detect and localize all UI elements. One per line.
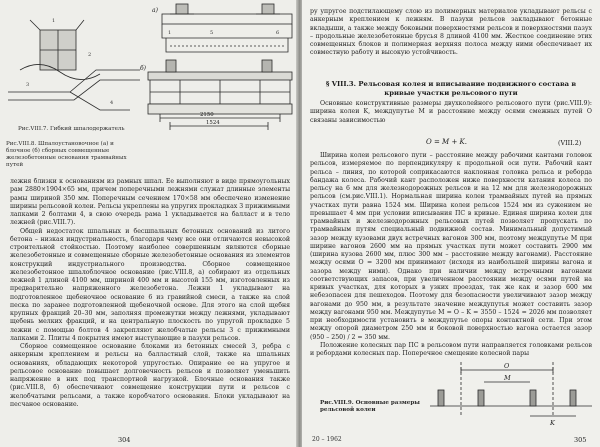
left-body-text xyxy=(10,178,290,436)
svg-text:1: 1 xyxy=(168,30,172,36)
right-page-number: 305 xyxy=(574,436,587,444)
left-paragraph: Общей недостаток шпальных и бесшпальных бетонных оснований из литого бетона – низкая индустриальность, благодаря чему все они отличаются невысокой строительной стойкостью. Поэтому наиболее совершенным являются сборные железобетонные и совмещенные сборные железобетонные основания из элементов конструкций индустриального производства. Сборное совмещенное железобетонное шпалоблочное основание (рис.VIII.8, а) собирают из отдельных лежней 1 длиной 4100 мм, шириной 400 мм и высотой 155 мм, изготовленных из предварительно напряженного железобетона. Лежни 1 укладывают на подготовленное щебеночное основание 6 из гравийной смеси, а также на слой песка по заранее подготовленной щебеночной основе. Для этого на слой щебня крупных фракций 20–30 мм, заполняя промежутки между лежнями, укладывают щебень мелких фракций, и на центральную плоскость по упругой прокладке 5 лежни с помощью болтов 4 закрепляют желобчатые рельсы 3 с прижимными лапками 2. Плиты 4 покрытия имеют выступающие в пазухи рельсов. xyxy=(10,227,290,342)
svg-text:6: 6 xyxy=(276,30,280,36)
svg-text:5: 5 xyxy=(210,30,214,36)
dim-o-label: O xyxy=(504,362,510,370)
dim-1524-label: 1524 xyxy=(206,120,220,126)
dim-2150-label: 2150 xyxy=(200,112,214,118)
left-paragraph: лежня близки к основаниям из рамных шпал. Ее выполняют в виде прямоугольных рам 2880×1904×65 мм, причем поперечными лежнями служат длинные элементы рамы шириной 350 мм. Поперечным сечением 170×58 мм обеспечено изменение ширины рельсовой колеи. Рельсы укреплены на упругих прокладках 3 прижимными лапками 2 болтами 4, в свою очередь рама 1 укладывается на балласт и в тело лежней (рис.VIII.7). xyxy=(10,178,290,227)
dim-k-label: K xyxy=(550,419,555,427)
left-page xyxy=(0,0,298,447)
fig7-drawing xyxy=(8,18,140,110)
track-formula: O = M + K. xyxy=(426,138,467,146)
svg-text:а): а) xyxy=(152,7,158,14)
fig8-caption: Рис.VIII.8. Шпалоустановочное (а) и блочное (б) сборных совмещенные железобетонные основания трамвайных путей xyxy=(6,141,127,168)
right-page xyxy=(302,0,600,447)
svg-text:1: 1 xyxy=(52,18,56,24)
fig9-caption: Рис.VIII.9. Основные размеры рельсовой колеи xyxy=(320,400,420,413)
svg-text:2: 2 xyxy=(88,52,92,58)
fig8a-drawing xyxy=(152,4,292,52)
svg-text:б): б) xyxy=(140,65,147,72)
svg-text:3: 3 xyxy=(26,82,30,88)
right-basic-text xyxy=(310,100,592,134)
right-paragraph: Ширина колеи рельсового пути – расстояние между рабочими кантами головок рельсов, измеряемое по перпендикуляру к продольной оси пути. Рабочий кант рельса – линия, по которой соприкасаются наклонная головка рельса и реборда бандажа колеса. Рабочий кант расположен ниже поверхности катания колеса по рельсу на 6 мм для железнодорожных рельсов и на 12 мм для железнодорожных рельсов (см.рис.VIII.1). Нормальная ширина колеи трамвайных путей на прямых участках пути равна 1524 мм. Ширина колеи рельсов 1524 мм из сужением не превышает 4 мм при условии вписывания ПС в кривые. Единая ширина колеи для трамвайных и железнодорожных рельсовых путей позволяет пропускать по трамвайным путям специальный подвижной состав. Минимальный допустимый зазор между кузовами двух встречных вагонов 300 мм, поэтому междупутье M при ширине вагонов 2600 мм на прямых участках пути может составить 2900 мм (ширина кузова 2600 мм, плюс 300 мм – расстояние между вагонами). Расстояние между осями O = 3200 мм принимают (исходя из наибольшей ширины вагона и зазора между ними). Однако при наличии между встречными вагонами соответствующих запасов, при увеличенном расстоянии между осями путей на кривых участках, для которых в узких проездах, так же как и зазор 600 мм небезопасен для пешеходов. Поэтому для безопасности увеличивают зазор между вагонами до 950 мм, в результате значение междупутья может составить зазор между вагонами 950 мм. Междупутье M = O – K = 3550 – 1524 = 2026 мм позволяет при необходимости установить в междупутье опоры контактной сети. При этом между опорой диаметром 250 мм и боковой поверхностью вагона остается зазор (950 – 250) / 2 = 350 мм. xyxy=(310,152,592,341)
section-heading: § VIII.3. Рельсовая колея и вписывание подвижного состава в кривые участки рельсового пути xyxy=(325,80,577,97)
printer-signature: 20 – 1962 xyxy=(312,436,342,443)
equation-number: (VIII.2) xyxy=(558,139,582,147)
right-body-text xyxy=(310,152,592,362)
left-page-number: 304 xyxy=(118,436,131,444)
fig7-caption: Рис.VIII.7. Гибкий шпалодержатель xyxy=(18,126,125,132)
right-intro-text xyxy=(310,8,592,74)
fig8b-drawing xyxy=(140,60,292,130)
right-intro-paragraph: ру упругое подстилающему слою из полимерных материалов укладывают рельсы с анкерным креплением к лежням. В пазухи рельсов закладывают бетонные вкладыши, а также между боковыми поверхностями рельсов и поверхностями пазух – продольные железобетонные брусья 8 длиной 4100 мм. Жесткое соединение этих совмещенных блоков и полимерная верхняя полоса между ними обеспечивает их совместную работу и высокую устойчивость. xyxy=(310,8,592,57)
svg-text:4: 4 xyxy=(110,100,114,106)
dim-m-label: M xyxy=(504,374,511,382)
basic-dimensions-paragraph: Основные конструктивные размеры двухколейного рельсового пути (рис.VIII.9): ширина колеи K, междупутье M и расстояние между осями смежных путей O связаны зависимостью xyxy=(310,100,592,124)
right-paragraph: Положение колесных пар ПС в рельсовом пути направляется головками рельсов и ребордами колесных пар. Поперечное смещение колесной пары xyxy=(310,341,592,357)
left-paragraph: Сборное совмещенное основание блоками из бетонных смесей 3, ребра с анкерным креплением и рельсы на балластный слой, также на шпальных основаниях, обладающих некоторой упругостью. Опирание ее на упругое и рельсовое основание повышает долговечность рельсов и позволяет уменьшить напряжение в них под транспортной нагрузкой. Блочные основания также (рис.VIII.8, б) обеспечивают совмещение конструкции пути и рельсов с желобчатыми рельсами, а также коробчатого основания. Блоки укладывают на песчаное основание. xyxy=(10,343,290,408)
track-dimensions-drawing xyxy=(426,360,596,428)
